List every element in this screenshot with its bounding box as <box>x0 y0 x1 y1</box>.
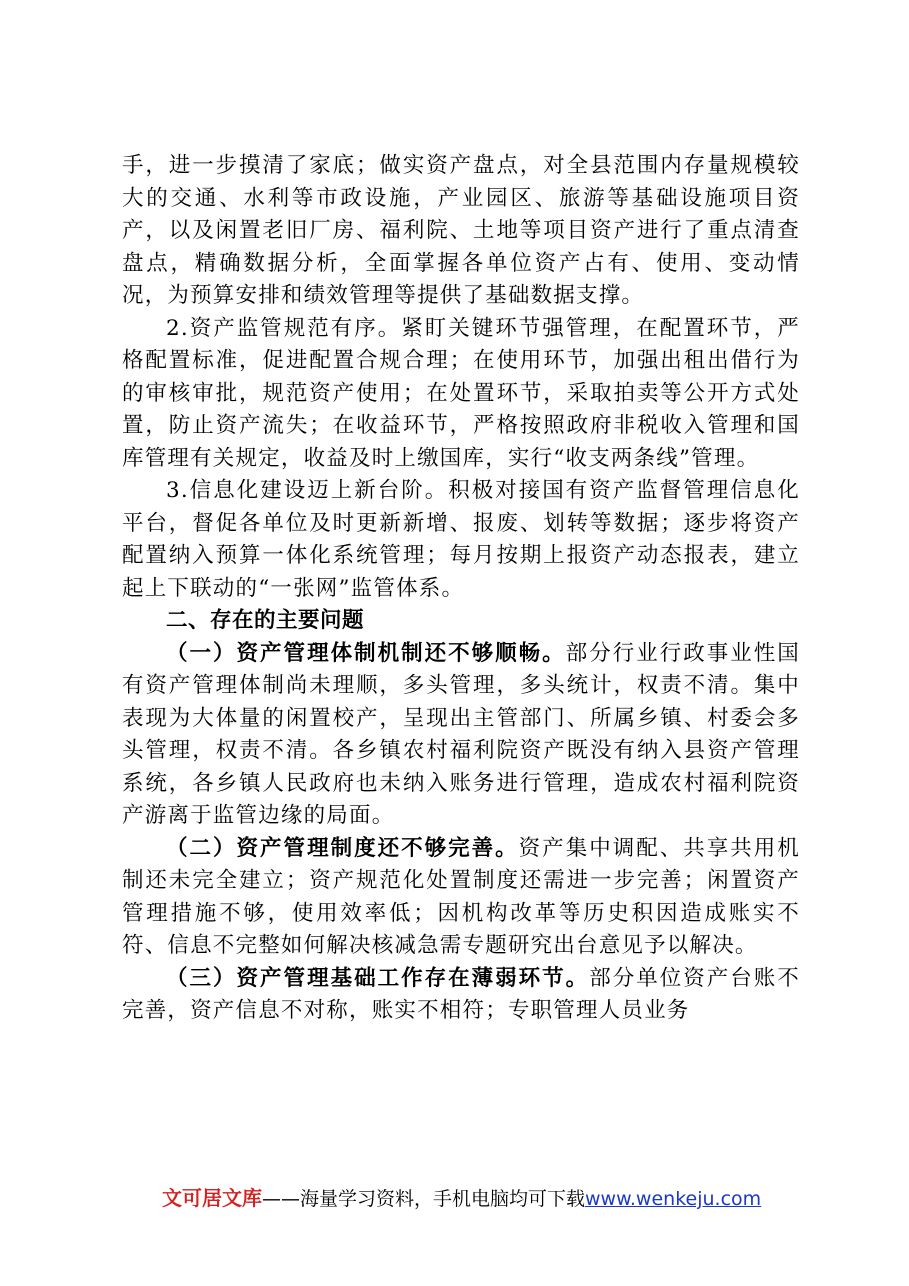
footer-separator: —— <box>262 1188 300 1210</box>
paragraph-text: 部分行业行政事业性国有资产管理体制尚未理顺，多头管理，多头统计，权责不清。集中表现为大体量的闲置校产，呈现出主管部门、所属乡镇、村委会多头管理，权责不清。各乡镇农村福利院资产既没有纳入县资产管理系统，各乡镇人民政府也未纳入账务进行管理，造成农村福利院资产游离于监管边缘的局面。 <box>122 640 800 828</box>
paragraph-informatization <box>122 475 800 605</box>
heading-text: 二、存在的主要问题 <box>166 608 365 633</box>
paragraph-text: 部分单位资产台账不完善，资产信息不对称，账实不相符；专职管理人员业务 <box>122 965 800 1023</box>
footer-banner <box>162 1183 802 1213</box>
paragraph-text: 3.信息化建设迈上新台阶。积极对接国有资产监督管理信息化平台，督促各单位及时更新新增、报废、划转等数据；逐步将资产配置纳入预算一体化系统管理；每月按期上报资产动态报表，建立起上下联动的“一张网”监管体系。 <box>122 478 800 601</box>
paragraph-problem-3 <box>122 963 800 1028</box>
problem-lead: （一）资产管理体制机制还不够顺畅。 <box>166 640 566 666</box>
paragraph-problem-1 <box>122 638 800 833</box>
footer-tagline: 海量学习资料，手机电脑均可下载 <box>300 1188 586 1210</box>
problem-lead: （二）资产管理制度还不够完善。 <box>166 835 519 861</box>
footer-brand: 文可居文库 <box>162 1186 262 1210</box>
problem-lead: （三）资产管理基础工作存在薄弱环节。 <box>166 965 590 991</box>
section-heading-problems <box>122 605 800 638</box>
paragraph-asset-supervision <box>122 313 800 476</box>
paragraph-text: 资产集中调配、共享共用机制还未完全建立；资产规范化处置制度还需进一步完善；闲置资产管理措施不够，使用效率低；因机构改革等历史积因造成账实不符、信息不完整如何解决核减急需专题研究出台意见予以解决。 <box>122 835 800 958</box>
paragraph-problem-2 <box>122 833 800 963</box>
document-body <box>122 150 800 1028</box>
paragraph-text: 2.资产监管规范有序。紧盯关键环节强管理，在配置环节，严格配置标准，促进配置合规合理；在使用环节，加强出租出借行为的审核审批，规范资产使用；在处置环节，采取拍卖等公开方式处置，防止资产流失；在收益环节，严格按照政府非税收入管理和国库管理有关规定，收益及时上缴国库，实行“收支两条线”管理。 <box>122 315 800 471</box>
paragraph-text: 手，进一步摸清了家底；做实资产盘点，对全县范围内存量规模较大的交通、水利等市政设施，产业园区、旅游等基础设施项目资产，以及闲置老旧厂房、福利院、土地等项目资产进行了重点清查盘点，精确数据分析，全面掌握各单位资产占有、使用、变动情况，为预算安排和绩效管理等提供了基础数据支撑。 <box>122 153 800 308</box>
footer-website-link[interactable]: www.wenkeju.com <box>585 1188 762 1210</box>
paragraph-continuation <box>122 150 800 313</box>
